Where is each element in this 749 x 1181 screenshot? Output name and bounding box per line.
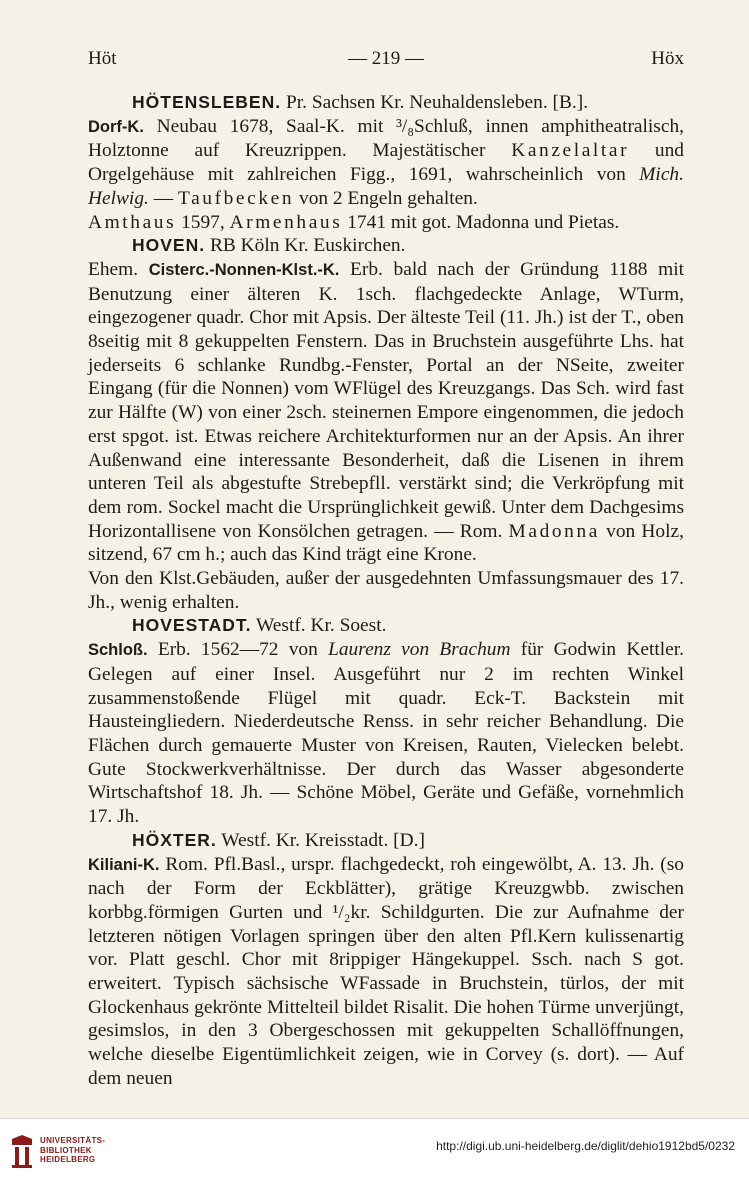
viewer-footer: [0, 1118, 749, 1181]
entry-hoexter: [88, 829, 684, 853]
building-label: Schloß.: [88, 641, 148, 660]
header-left-keyword: Höt: [88, 48, 117, 69]
library-name-line: HEIDELBERG: [40, 1155, 96, 1164]
place-heading: HOVEN.: [132, 235, 206, 256]
running-header: [88, 48, 684, 76]
spaced-term: Kanzelaltar: [511, 140, 630, 162]
entry-hoven: [88, 234, 684, 258]
library-name-line: BIBLIOTHEK: [40, 1145, 92, 1155]
entry-hoetensleben: [88, 91, 684, 115]
spaced-term: Madonna: [508, 520, 600, 542]
library-name-line: UNIVERSITÄTS-: [40, 1136, 106, 1145]
header-right-keyword: Höx: [651, 48, 684, 69]
spaced-term: Amthaus: [88, 211, 177, 233]
building-label: Cisterc.-Nonnen-Klst.-K.: [148, 260, 340, 279]
place-heading: HOVESTADT.: [132, 615, 252, 636]
place-heading: HÖTENSLEBEN.: [132, 92, 282, 112]
body-text: von 2 Engeln gehalten.: [299, 187, 478, 209]
place-region: Pr. Sachsen Kr. Neuhaldensleben. [B.].: [285, 92, 589, 113]
place-heading: HÖXTER.: [132, 829, 217, 850]
entry-hoven-klst: [88, 567, 684, 614]
place-region: Westf. Kr. Kreisstadt. [D.]: [221, 829, 425, 851]
building-label: Dorf-K.: [88, 117, 144, 136]
body-text: —: [153, 187, 174, 209]
page-number: — 219 —: [348, 48, 424, 69]
body-text: von Holz, sitzend, 67 cm h.; auch das Kind trägt eine Krone.: [88, 520, 684, 566]
spaced-term: Taufbecken: [177, 187, 295, 209]
body-text: Rom. Pfl.Basl., urspr. flachgedeckt, roh eingewölbt, A. 13. Jh. (so nach der Form der Eckblätter), grätige Kreuzgwbb. zwischen korbbg.förmigen Gurten und ¹/₂kr. Schildgurten. Die zur Aufnahme der letzteren nötigen Vorlagen springen über den alten Pfl.Kern kulissenartig vor. Platt geschl. Chor mit 8rippiger Hängekuppel. Ssch. nach S got. erweitert. Typisch sächsische WFassade in Bruchstein, türlos, der mit Glockenhaus gekrönte Mittelteil bildet Risalit. Die hohen Türme unverjüngt, gesimslos, in den 3 Obergeschossen mit gekuppelten Schallöffnungen, welche dieselbe Eigentümlichkeit zeigen, wie in Corvey (s. dort). — Auf dem neuen: [88, 853, 684, 1089]
body-text: Neubau 1678, Saal-K. mit ³/₈Schluß, innen amphitheatralisch, Holztonne auf Kreuzrippen. Majestätischer: [88, 115, 684, 162]
body-text: Rom.: [459, 520, 503, 542]
artist-name: Laurenz von Brachum: [328, 639, 511, 661]
artist-name: Mich. Helwig.: [88, 164, 684, 209]
body-text: Von den Klst.Gebäuden, außer der ausgedehnten Umfassungsmauer des 17. Jh., wenig erhalten.: [88, 568, 684, 613]
place-region: RB Köln Kr. Euskirchen.: [209, 235, 406, 257]
entry-hoexter-body: [88, 853, 684, 1091]
body-text: für Godwin Kettler. Gelegen auf einer Insel. Ausgeführt nur 2 im rechten Winkel zusammenstoßende Flügel mit quadr. Eck-T. Backstein mit Hausteingliedern. Niederdeutsche Renss. in sehr reicher Behandlung. Die Flächen durch gemauerte Muster von Kreisen, Rauten, Vielecken belebt. Gute Stockwerkverhältnisse. Der durch das Wasser abgesonderte Wirtschaftshof 18. Jh. —: [88, 639, 684, 804]
library-name: [40, 1136, 105, 1165]
building-label: Kiliani-K.: [88, 855, 160, 874]
entry-hoetensleben-amthaus: [88, 211, 684, 235]
body-text: Schöne Möbel, Geräte und Gefäße,: [296, 782, 579, 804]
body-text: 1741 mit got. Madonna und Pietas.: [347, 211, 620, 233]
entry-hovestadt: [88, 614, 684, 638]
university-library-logo-icon: [10, 1135, 34, 1169]
body-text: 1597,: [181, 211, 225, 233]
entry-hovestadt-body: [88, 638, 684, 829]
body-text: Erb. bald nach der Gründung 1188 mit Benutzung einer älteren K. 1sch. flachgedeckte Anlage, WTurm, eingezogener quadr. Chor mit Apsis. Der älteste Teil (11. Jh.) ist der T., oben 8seitig mit 8 gekuppelten Fenstern. Das in Bruchstein ausgeführte Lhs. hat jederseits 6 schlanke Rundbg.-Fenster, Portal an der NSeite, zweiter Eingang (für die Nonnen) vom WFlügel des Kreuzgangs. Das Sch. wird fast zur Hälfte (W) von einer 2sch. steinernen Empore eingenommen, die jedoch erst spgot. ist. Etwas reichere Architekturformen nur an der Apsis. An ihrer Außenwand eine interessante Besonderheit, daß die Lisenen in ihrem unteren Teil als abgestufte Strebepfll. verstärkt sind; die Verkröpfung mit dem rom. Sockel macht die Ursprünglichkeit gewiß. Unter dem Dachgesims Horizontallisene von Konsölchen getragen. —: [88, 258, 684, 542]
entry-hoven-body: [88, 258, 684, 567]
body-text: Erb. 1562—72 von: [157, 639, 318, 661]
permalink-url[interactable]: http://digi.ub.uni-heidelberg.de/diglit/dehio1912bd5/0232: [436, 1139, 735, 1153]
spaced-term: Armenhaus: [229, 211, 343, 233]
body-text: und Orgelgehäuse mit zahlreichen Figg., 1691, wahrscheinlich von: [88, 140, 684, 186]
body-text: Ehem.: [88, 258, 139, 280]
main-text: [88, 91, 684, 1091]
body-text: vornehmlich 17. Jh.: [88, 782, 684, 828]
entry-hoetensleben-body: [88, 115, 684, 211]
place-region: Westf. Kr. Soest.: [256, 615, 387, 637]
